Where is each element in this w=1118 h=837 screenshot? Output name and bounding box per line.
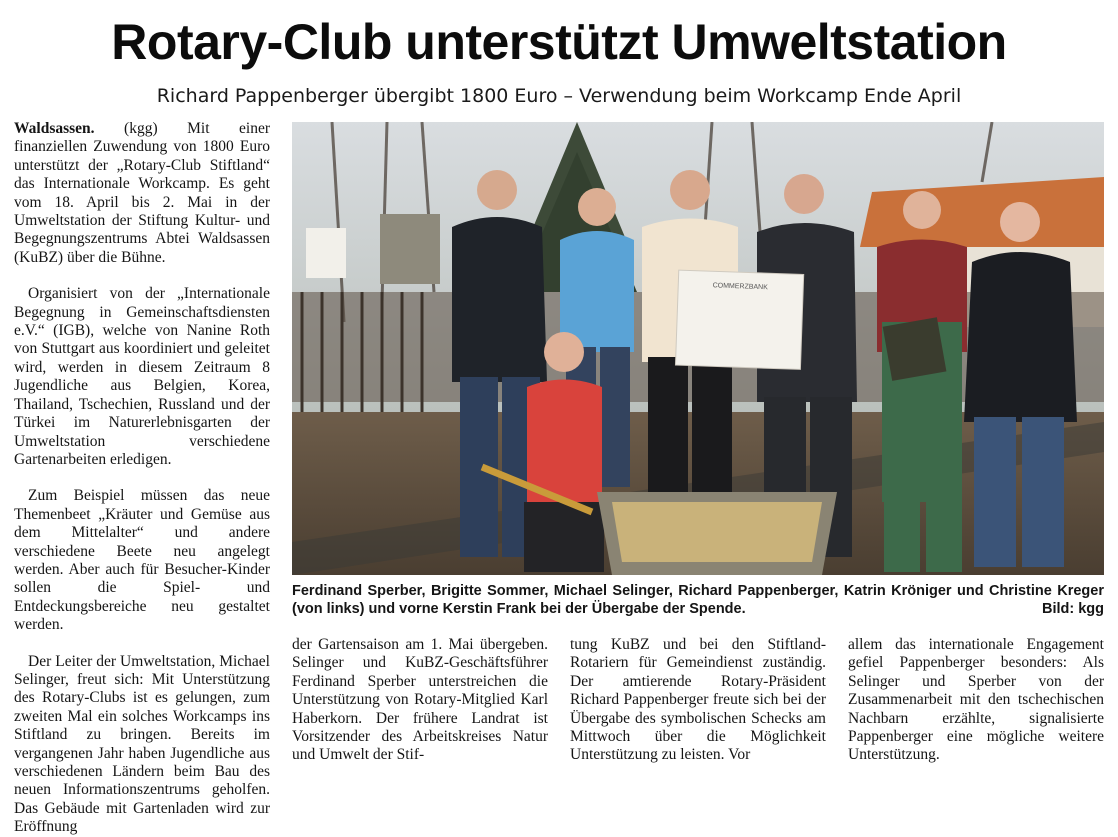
paragraph-4: Der Leiter der Umweltstation, Michael Selinger, freut sich: Mit Unterstützung des Rotary-Clubs ist es gelungen, zum zweiten Mal ein solches Workcamps ins Stiftland zu bringen. Bereits im vergangenen Jahr haben Jugendliche aus verschiedenen Ländern beim Bau des neuen Informationszentrums geholfen. Das Gebäude mit Gartenladen wird zur Eröffnung	[14, 652, 270, 836]
subheadline: Richard Pappenberger übergibt 1800 Euro – Verwendung beim Workcamp Ende April	[156, 85, 962, 107]
text-column-4	[848, 636, 1104, 765]
paragraph-6: tung KuBZ und bei den Stiftland-Rotariern für Gemeindienst zuständig. Der amtierende Rotary-Präsident Richard Pappenberger freute sich bei der Übergabe des symbolischen Schecks am Mittwoch über die Möglichkeit Unterstützung zu leisten. Vor	[570, 636, 826, 764]
photo-caption: Ferdinand Sperber, Brigitte Sommer, Michael Selinger, Richard Pappenberger, Katrin Kröniger und Christine Kreger (von links) und vorne Kerstin Frank bei der Übergabe der Spende.	[292, 583, 1104, 617]
paragraph-5: der Gartensaison am 1. Mai übergeben. Selinger und KuBZ-Geschäftsführer Ferdinand Sperber unterstreichen die Unterstützung von Rotary-Mitglied Karl Haberkorn. Der frühere Landrat ist Vorsitzender des Arbeitskreises Natur und Umwelt der Stif-	[292, 636, 548, 764]
paragraph-2: Organisiert von der „Internationale Begegnung in Gemeinschaftsdiensten e.V.“ (IGB), welche von Nanine Roth von Stuttgart aus koordiniert und geleitet wird, werden in diesem Zeitraum 8 Jugendliche aus Belgien, Korea, Thailand, Tschechien, Russland und der Türkei im Naturerlebnisgarten der Umweltstation verschiedene Gartenarbeiten erledigen.	[14, 285, 270, 468]
text-column-1	[14, 120, 270, 837]
check-bank-label: COMMERZBANK	[712, 282, 768, 292]
paragraph-3: Zum Beispiel müssen das neue Themenbeet „Kräuter und Gemüse aus dem Mittelalter“ und andere verschiedene Beete neu angelegt werden. Aber auch für Besucher-Kinder sollen die Spiel- und Entdeckungsbereiche neu gestaltet werden.	[14, 487, 270, 634]
photo-credit: Bild: kgg	[1041, 601, 1104, 617]
article-photo	[292, 122, 1104, 575]
text-column-2	[292, 636, 548, 765]
dateline: Waldsassen.	[14, 120, 95, 137]
paragraph-1: (kgg) Mit einer finanziellen Zuwendung von 1800 Euro unterstützt der „Rotary-Club Stiftland“ das Internationale Workcamp. Es geht vom 18. April bis 2. Mai in der Umweltstation der Stiftung Kultur- und Begegnungszentrums Abtei Waldsassen (KuBZ) über die Bühne.	[14, 120, 270, 266]
paragraph-7: allem das internationale Engagement gefiel Pappenberger besonders: Als Selinger und Sperber von der Zusammenarbeit mit den tschechischen Nachbarn erzählte, signalisierte Pappenberger eine mögliche weitere Unterstützung.	[848, 636, 1104, 764]
headline: Rotary-Club unterstützt Umweltstation	[111, 14, 1007, 70]
text-column-3	[570, 636, 826, 765]
